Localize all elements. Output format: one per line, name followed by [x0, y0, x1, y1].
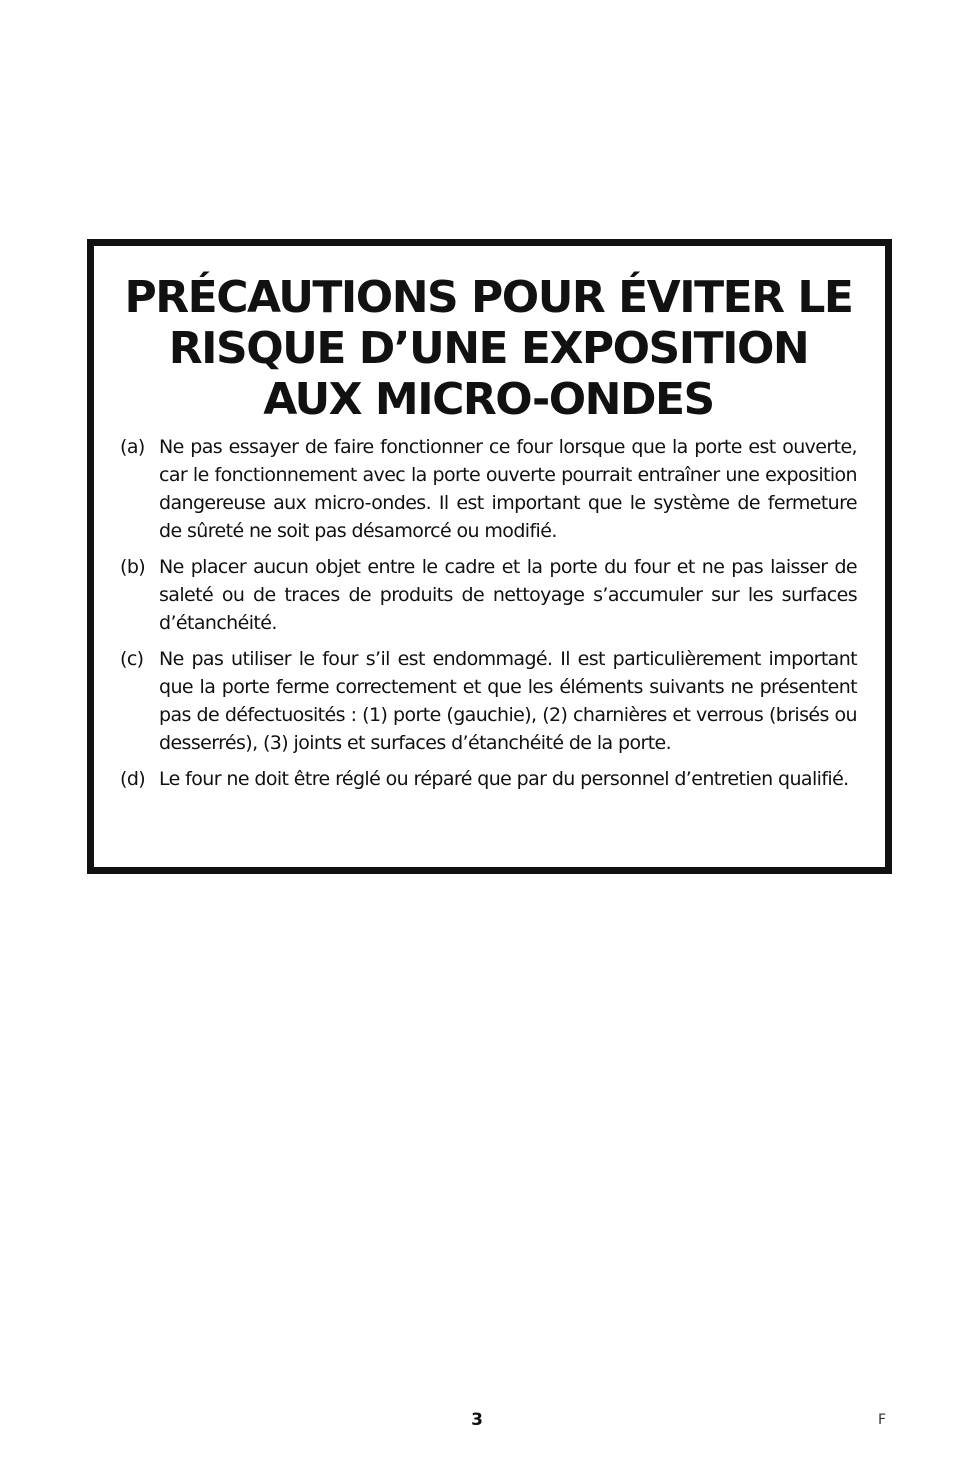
warning-title-line-2: RISQUE D’UNE EXPOSITION	[168, 323, 809, 374]
precaution-label-a: (a)	[120, 436, 145, 458]
precaution-text-d: Le four ne doit être réglé ou réparé que par du personnel d’entretien qualifié.	[159, 768, 849, 790]
precaution-text-c: Ne pas utiliser le four s’il est endommagé. Il est particulièrement important que la porte ferme correctement et que les éléments suivants ne présentent pas de défectuosités : (1) porte (gauchie), (2) charnières et verrous (brisés ou desserrés), (3) joints et surfaces d’étanchéité de la porte.	[159, 648, 857, 754]
precaution-text-b: Ne placer aucun objet entre le cadre et la porte du four et ne pas laisser de saleté ou de traces de produits de nettoyage s’accumuler sur les surfaces d’étanchéité.	[159, 556, 857, 634]
precaution-item-d	[120, 765, 857, 793]
page-number: 3	[471, 1410, 483, 1430]
precaution-text-a: Ne pas essayer de faire fonctionner ce four lorsque que la porte est ouverte, car le fonctionnement avec la porte ouverte pourrait entraîner une exposition dangereuse aux micro-ondes. Il est important que le système de fermeture de sûreté ne soit pas désamorcé ou modifié.	[159, 436, 857, 542]
warning-box	[87, 239, 892, 874]
warning-title-line-1: PRÉCAUTIONS POUR ÉVITER LE	[124, 272, 853, 323]
precaution-label-c: (c)	[120, 648, 144, 670]
precaution-item-c	[120, 645, 857, 757]
precaution-item-b	[120, 553, 857, 637]
warning-title-line-3: AUX MICRO-ONDES	[263, 374, 714, 425]
warning-title	[120, 272, 857, 425]
precaution-label-b: (b)	[120, 556, 146, 578]
precaution-item-a	[120, 433, 857, 545]
language-code: F	[878, 1412, 887, 1428]
precaution-label-d: (d)	[120, 768, 146, 790]
